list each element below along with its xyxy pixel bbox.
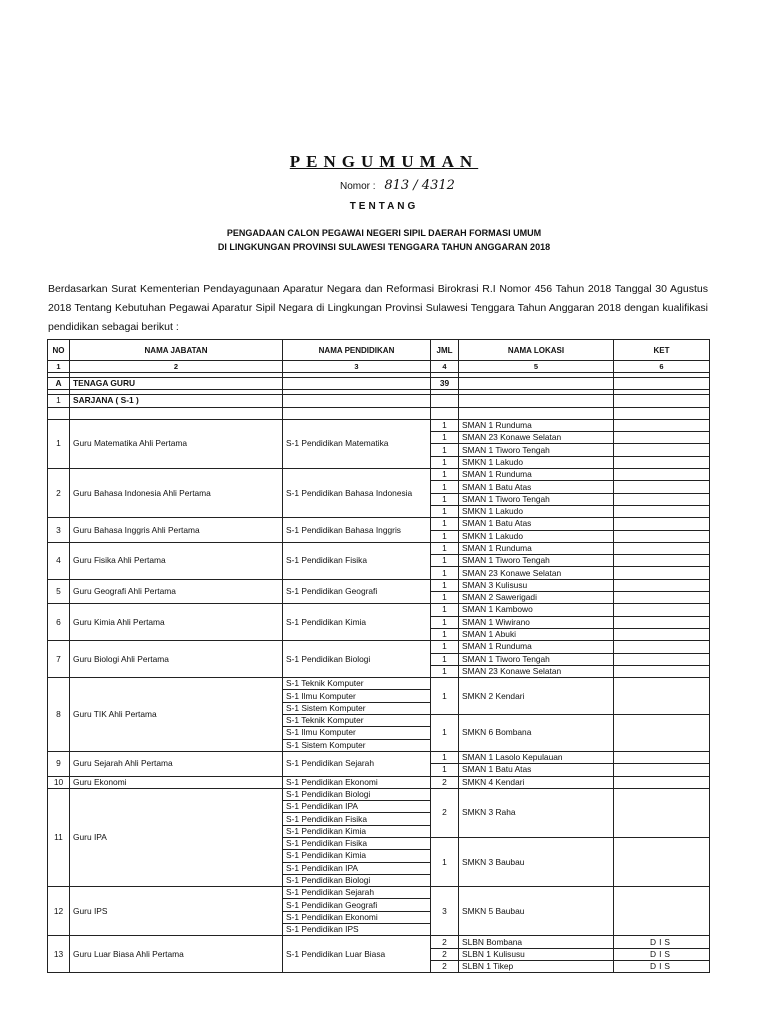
- ket-cell: [614, 764, 710, 776]
- pendidikan-cell: S-1 Pendidikan Biologi: [283, 788, 431, 800]
- pendidikan-cell: S-1 Pendidikan IPA: [283, 862, 431, 874]
- ket-cell: [614, 604, 710, 616]
- jml-cell: 1: [431, 764, 459, 776]
- lokasi-cell: SMAN 1 Tiworo Tengah: [459, 653, 614, 665]
- table-row: [48, 419, 710, 431]
- lokasi-cell: SMAN 1 Batu Atas: [459, 481, 614, 493]
- ket-cell: [614, 665, 710, 677]
- ket-cell: [614, 419, 710, 431]
- pendidikan-cell: S-1 Pendidikan Bahasa Inggris: [283, 518, 431, 543]
- col-number: 1: [48, 361, 70, 373]
- pendidikan-cell: S-1 Pendidikan Geografi: [283, 579, 431, 604]
- lokasi-cell: SMAN 23 Konawe Selatan: [459, 567, 614, 579]
- pendidikan-cell: S-1 Pendidikan Biologi: [283, 641, 431, 678]
- ket-cell: [614, 837, 710, 886]
- jml-cell: 2: [431, 788, 459, 837]
- table-row: [48, 542, 710, 554]
- pendidikan-cell: S-1 Pendidikan Ekonomi: [283, 776, 431, 788]
- lokasi-cell: SMAN 1 Tiworo Tengah: [459, 444, 614, 456]
- ket-cell: [614, 715, 710, 752]
- pendidikan-cell: S-1 Pendidikan Fisika: [283, 813, 431, 825]
- col-number: 2: [70, 361, 283, 373]
- jml-cell: 1: [431, 505, 459, 517]
- table-row: [48, 518, 710, 530]
- jml-cell: 1: [431, 432, 459, 444]
- jml-cell: 1: [431, 481, 459, 493]
- jabatan-cell: Guru Ekonomi: [70, 776, 283, 788]
- jml-cell: 1: [431, 518, 459, 530]
- jml-cell: 2: [431, 936, 459, 948]
- ket-cell: [614, 887, 710, 936]
- lokasi-cell: SLBN 1 Kulisusu: [459, 948, 614, 960]
- jabatan-cell: Guru Biologi Ahli Pertama: [70, 641, 283, 678]
- jabatan-cell: Guru Luar Biasa Ahli Pertama: [70, 936, 283, 973]
- pendidikan-cell: S-1 Pendidikan Sejarah: [283, 751, 431, 776]
- jml-cell: 1: [431, 751, 459, 763]
- subject-heading: [0, 226, 768, 254]
- table-row: [48, 788, 710, 800]
- pendidikan-cell: S-1 Ilmu Komputer: [283, 727, 431, 739]
- row-number: 13: [48, 936, 70, 973]
- lokasi-cell: SMAN 1 Abuki: [459, 628, 614, 640]
- header-jml: JML: [431, 340, 459, 361]
- ket-cell: [614, 592, 710, 604]
- jml-cell: 3: [431, 887, 459, 936]
- subject-line-2: DI LINGKUNGAN PROVINSI SULAWESI TENGGARA TAHUN ANGGARAN 2018: [217, 242, 551, 252]
- ket-cell: [614, 456, 710, 468]
- table-row: [48, 641, 710, 653]
- ket-cell: DIS: [614, 936, 710, 948]
- tentang-heading: TENTANG: [349, 201, 419, 212]
- row-number: 10: [48, 776, 70, 788]
- ket-cell: [614, 505, 710, 517]
- ket-cell: [614, 616, 710, 628]
- ket-cell: [614, 469, 710, 481]
- jabatan-cell: Guru Fisika Ahli Pertama: [70, 542, 283, 579]
- pendidikan-cell: S-1 Teknik Komputer: [283, 678, 431, 690]
- document-title: PENGUMUMAN: [289, 152, 479, 171]
- jabatan-cell: Guru IPA: [70, 788, 283, 886]
- ket-cell: [614, 788, 710, 837]
- jml-cell: 1: [431, 419, 459, 431]
- jabatan-cell: Guru Bahasa Inggris Ahli Pertama: [70, 518, 283, 543]
- lokasi-cell: SMAN 1 Tiworo Tengah: [459, 555, 614, 567]
- ket-cell: [614, 751, 710, 763]
- lokasi-cell: SMAN 3 Kulisusu: [459, 579, 614, 591]
- pendidikan-cell: S-1 Pendidikan Kimia: [283, 604, 431, 641]
- row-number: 5: [48, 579, 70, 604]
- ket-cell: [614, 567, 710, 579]
- lokasi-cell: SLBN 1 Tikep: [459, 960, 614, 972]
- jml-cell: 1: [431, 592, 459, 604]
- jml-cell: 1: [431, 641, 459, 653]
- jml-cell: 1: [431, 555, 459, 567]
- jml-cell: 1: [431, 579, 459, 591]
- ket-cell: [614, 555, 710, 567]
- lokasi-cell: SMAN 23 Konawe Selatan: [459, 432, 614, 444]
- section-code: A: [48, 378, 70, 390]
- jml-cell: 1: [431, 469, 459, 481]
- jml-cell: 1: [431, 616, 459, 628]
- table-row: [48, 469, 710, 481]
- pendidikan-cell: S-1 Pendidikan Matematika: [283, 419, 431, 468]
- jml-cell: 2: [431, 960, 459, 972]
- ket-cell: [614, 518, 710, 530]
- col-number: 6: [614, 361, 710, 373]
- ket-cell: DIS: [614, 960, 710, 972]
- section-row: [48, 378, 710, 390]
- col-number: 4: [431, 361, 459, 373]
- table-header-row: [48, 340, 710, 361]
- table-row: [48, 678, 710, 690]
- pendidikan-cell: S-1 Pendidikan Kimia: [283, 825, 431, 837]
- table-row: [48, 776, 710, 788]
- ket-cell: [614, 776, 710, 788]
- lokasi-cell: SMKN 5 Baubau: [459, 887, 614, 936]
- pendidikan-cell: S-1 Pendidikan Sejarah: [283, 887, 431, 899]
- row-number: 1: [48, 419, 70, 468]
- jml-cell: 1: [431, 837, 459, 886]
- ket-cell: [614, 579, 710, 591]
- ket-cell: [614, 432, 710, 444]
- header-no: NO: [48, 340, 70, 361]
- lokasi-cell: SMKN 3 Baubau: [459, 837, 614, 886]
- jml-cell: 1: [431, 444, 459, 456]
- pendidikan-cell: S-1 Ilmu Komputer: [283, 690, 431, 702]
- jml-cell: 1: [431, 493, 459, 505]
- row-number: 7: [48, 641, 70, 678]
- ket-cell: [614, 542, 710, 554]
- subsection-row: [48, 395, 710, 407]
- row-number: 11: [48, 788, 70, 886]
- table-row: [48, 579, 710, 591]
- lokasi-cell: SMAN 1 Runduma: [459, 469, 614, 481]
- lokasi-cell: SMAN 1 Runduma: [459, 419, 614, 431]
- jml-cell: 1: [431, 678, 459, 715]
- lokasi-cell: SMAN 1 Kambowo: [459, 604, 614, 616]
- row-number: 8: [48, 678, 70, 752]
- blank-row: [48, 407, 710, 419]
- lokasi-cell: SMAN 2 Sawerigadi: [459, 592, 614, 604]
- ket-cell: [614, 678, 710, 715]
- jabatan-cell: Guru Matematika Ahli Pertama: [70, 419, 283, 468]
- pendidikan-cell: S-1 Sistem Komputer: [283, 702, 431, 714]
- table-row: [48, 887, 710, 899]
- jml-cell: 1: [431, 653, 459, 665]
- table-row: [48, 751, 710, 763]
- section-name: TENAGA GURU: [70, 378, 283, 390]
- pendidikan-cell: S-1 Pendidikan IPA: [283, 801, 431, 813]
- row-number: 6: [48, 604, 70, 641]
- jml-cell: 1: [431, 567, 459, 579]
- jml-cell: 1: [431, 604, 459, 616]
- jml-cell: 1: [431, 715, 459, 752]
- pendidikan-cell: S-1 Pendidikan Geografi: [283, 899, 431, 911]
- section-total: 39: [431, 378, 459, 390]
- formation-table: [47, 339, 710, 973]
- ket-cell: [614, 493, 710, 505]
- jabatan-cell: Guru Sejarah Ahli Pertama: [70, 751, 283, 776]
- lokasi-cell: SMAN 23 Konawe Selatan: [459, 665, 614, 677]
- jml-cell: 1: [431, 665, 459, 677]
- pendidikan-cell: S-1 Pendidikan Biologi: [283, 874, 431, 886]
- lokasi-cell: SMAN 1 Runduma: [459, 542, 614, 554]
- column-number-row: [48, 361, 710, 373]
- intro-paragraph: Berdasarkan Surat Kementerian Pendayagunaan Aparatur Negara dan Reformasi Birokrasi R.I Nomor 456 Tahun 2018 Tanggal 30 Agustus 2018 Tentang Kebutuhan Pegawai Aparatur Sipil Negara di Lingkungan Provinsi Sulawesi Tenggara Tahun Anggaran 2018 dengan kualifikasi pendidikan sebagai berikut :: [48, 283, 708, 333]
- pendidikan-cell: S-1 Pendidikan IPS: [283, 924, 431, 936]
- jabatan-cell: Guru TIK Ahli Pertama: [70, 678, 283, 752]
- pendidikan-cell: S-1 Teknik Komputer: [283, 715, 431, 727]
- pendidikan-cell: S-1 Pendidikan Fisika: [283, 837, 431, 849]
- header-lokasi: NAMA LOKASI: [459, 340, 614, 361]
- lokasi-cell: SMAN 1 Tiworo Tengah: [459, 493, 614, 505]
- pendidikan-cell: S-1 Pendidikan Luar Biasa: [283, 936, 431, 973]
- nomor-value: 813 / 4312: [384, 178, 455, 193]
- subsection-name: SARJANA ( S-1 ): [70, 395, 283, 407]
- jabatan-cell: Guru Bahasa Indonesia Ahli Pertama: [70, 469, 283, 518]
- lokasi-cell: SMKN 1 Lakudo: [459, 505, 614, 517]
- lokasi-cell: SMAN 1 Lasolo Kepulauan: [459, 751, 614, 763]
- row-number: 3: [48, 518, 70, 543]
- jml-cell: 2: [431, 776, 459, 788]
- row-number: 4: [48, 542, 70, 579]
- jml-cell: 2: [431, 948, 459, 960]
- lokasi-cell: SMKN 3 Raha: [459, 788, 614, 837]
- row-number: 12: [48, 887, 70, 936]
- ket-cell: DIS: [614, 948, 710, 960]
- jml-cell: 1: [431, 456, 459, 468]
- jml-cell: 1: [431, 530, 459, 542]
- header-jabatan: NAMA JABATAN: [70, 340, 283, 361]
- lokasi-cell: SMAN 1 Runduma: [459, 641, 614, 653]
- ket-cell: [614, 641, 710, 653]
- header-pendidikan: NAMA PENDIDIKAN: [283, 340, 431, 361]
- col-number: 3: [283, 361, 431, 373]
- lokasi-cell: SMAN 1 Batu Atas: [459, 764, 614, 776]
- table-row: [48, 604, 710, 616]
- lokasi-cell: SMKN 6 Bombana: [459, 715, 614, 752]
- pendidikan-cell: S-1 Pendidikan Fisika: [283, 542, 431, 579]
- header-ket: KET: [614, 340, 710, 361]
- subject-line-1: PENGADAAN CALON PEGAWAI NEGERI SIPIL DAERAH FORMASI UMUM: [226, 228, 542, 238]
- jabatan-cell: Guru Geografi Ahli Pertama: [70, 579, 283, 604]
- lokasi-cell: SLBN Bombana: [459, 936, 614, 948]
- jabatan-cell: Guru Kimia Ahli Pertama: [70, 604, 283, 641]
- lokasi-cell: SMKN 4 Kendari: [459, 776, 614, 788]
- ket-cell: [614, 628, 710, 640]
- lokasi-cell: SMKN 2 Kendari: [459, 678, 614, 715]
- document-number: [340, 178, 455, 193]
- ket-cell: [614, 481, 710, 493]
- pendidikan-cell: S-1 Sistem Komputer: [283, 739, 431, 751]
- pendidikan-cell: S-1 Pendidikan Ekonomi: [283, 911, 431, 923]
- lokasi-cell: SMKN 1 Lakudo: [459, 530, 614, 542]
- ket-cell: [614, 444, 710, 456]
- jabatan-cell: Guru IPS: [70, 887, 283, 936]
- jml-cell: 1: [431, 542, 459, 554]
- col-number: 5: [459, 361, 614, 373]
- lokasi-cell: SMKN 1 Lakudo: [459, 456, 614, 468]
- row-number: 2: [48, 469, 70, 518]
- table-row: [48, 936, 710, 948]
- pendidikan-cell: S-1 Pendidikan Bahasa Indonesia: [283, 469, 431, 518]
- ket-cell: [614, 653, 710, 665]
- subsection-code: 1: [48, 395, 70, 407]
- pendidikan-cell: S-1 Pendidikan Kimia: [283, 850, 431, 862]
- jml-cell: 1: [431, 628, 459, 640]
- nomor-label: Nomor :: [340, 181, 376, 192]
- ket-cell: [614, 530, 710, 542]
- lokasi-cell: SMAN 1 Wiwirano: [459, 616, 614, 628]
- lokasi-cell: SMAN 1 Batu Atas: [459, 518, 614, 530]
- row-number: 9: [48, 751, 70, 776]
